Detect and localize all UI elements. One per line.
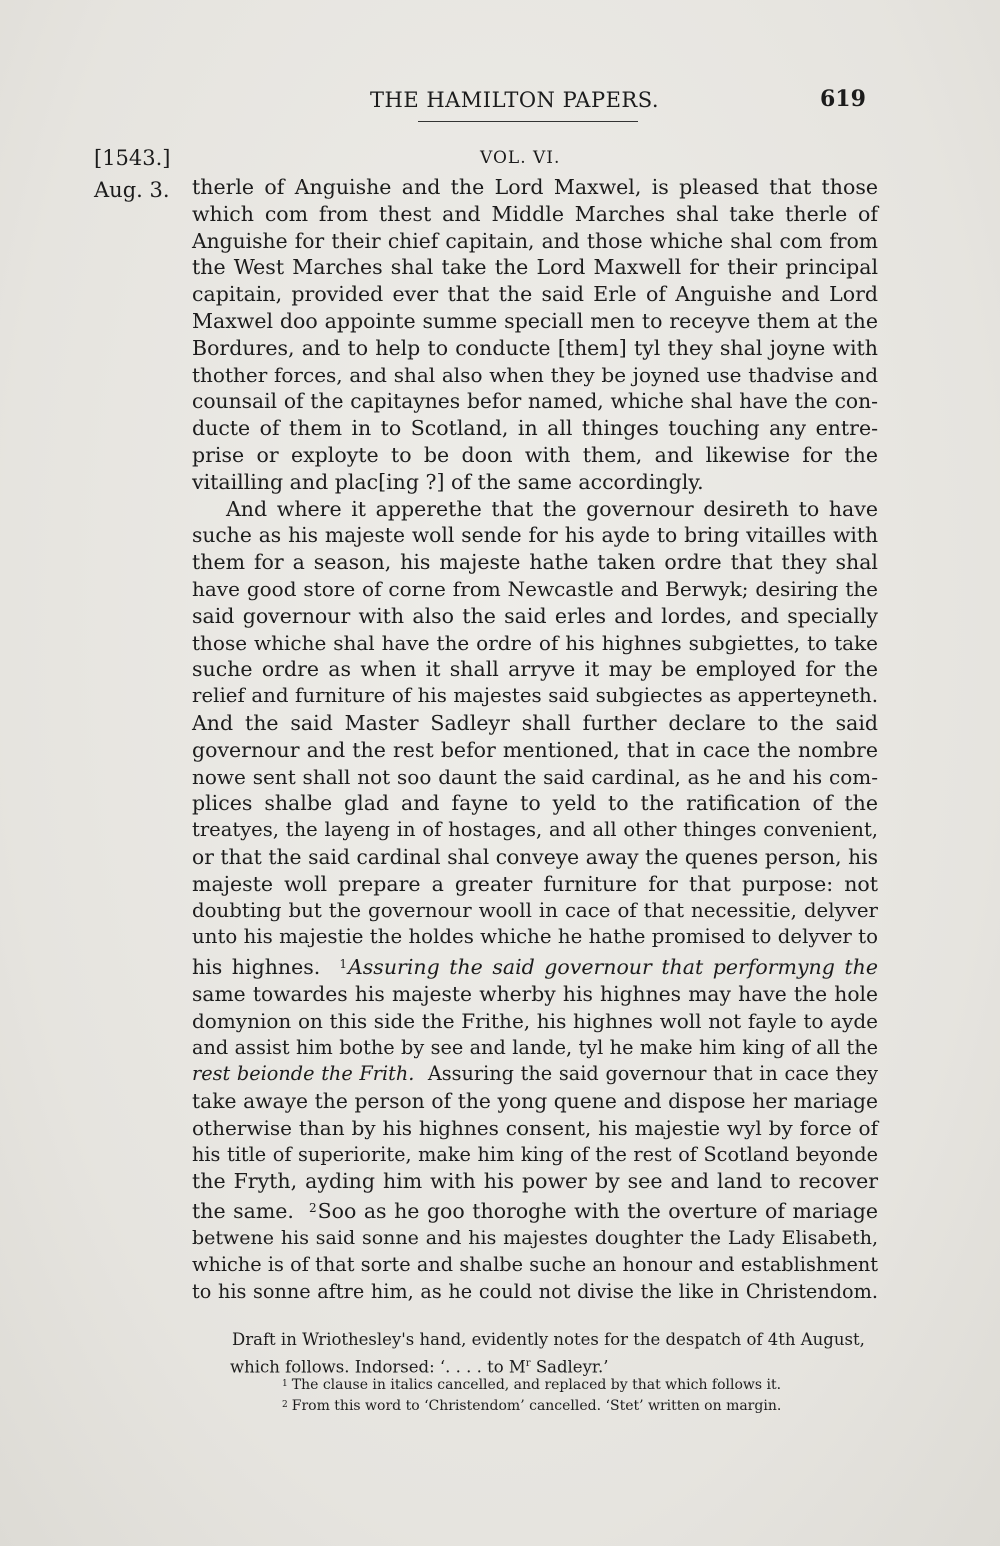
- body-line: have good store of corne from Newcastle and Berwyk; desiring the: [192, 576, 878, 601]
- year-marker: [1543.]: [94, 146, 171, 170]
- body-line: otherwise than by his highnes consent, his majestie wyl by force of: [192, 1115, 878, 1140]
- editorial-segment: which follows. Indorsed: ‘. . . . to M: [230, 1357, 526, 1377]
- editorial-segment: Sadleyr.’: [530, 1357, 609, 1377]
- cancelled-italic-line: and assist him bothe by see and lande, tyl he make him king of all the: [192, 1035, 878, 1059]
- body-line: said governour with also the said erles and lordes, and specially: [192, 603, 878, 628]
- body-segment: the same.: [192, 1199, 294, 1224]
- body-line: suche as his majeste woll sende for his ayde to bring vitailles with: [192, 523, 878, 548]
- body-line: unto his majestie the holdes whiche he hathe promised to delyver to: [192, 925, 878, 949]
- body-line: thother forces, and shal also when they be joyned use thadvise and: [192, 362, 878, 387]
- body-line: vitailling and plac[ing ?] of the same accordingly.: [192, 469, 704, 494]
- footnote: [282, 1374, 882, 1395]
- footnote-text: From this word to ‘Christendom’ cancelled. ‘Stet’ written on margin.: [291, 1398, 782, 1414]
- body-line: doubting but the governour wooll in cace of that necessitie, delyver: [192, 898, 878, 922]
- body-line: capitain, provided ever that the said Erle of Anguishe and Lord: [192, 282, 878, 307]
- body-line: governour and the rest befor mentioned, that in cace the nombre: [192, 737, 878, 762]
- footnotes: [282, 1374, 882, 1416]
- body-line: or that the said cardinal shal conveye away the quenes person, his: [192, 844, 878, 869]
- body-line: therle of Anguishe and the Lord Maxwel, is pleased that those: [192, 175, 878, 199]
- page-number: 619: [820, 86, 866, 112]
- footnote-number: 2: [282, 1400, 288, 1410]
- body-line: take awaye the person of the yong quene and dispose her mariage: [192, 1089, 878, 1114]
- editorial-superscript: r: [525, 1358, 531, 1369]
- footnote-text: The clause in italics cancelled, and replaced by that which follows it.: [291, 1377, 782, 1393]
- footnote: [282, 1395, 882, 1416]
- body-line: the West Marches shal take the Lord Maxwell for their principal: [192, 255, 878, 280]
- footnote-mark: 1: [339, 957, 347, 972]
- body-line: which com from thest and Middle Marches shal take therle of: [192, 201, 878, 226]
- body-segment: Assuring the said governour that in cace they: [427, 1062, 878, 1086]
- running-title: THE HAMILTON PAPERS.: [370, 88, 660, 112]
- body-line: whiche is of that sorte and shalbe suche an honour and establishment: [192, 1252, 878, 1276]
- body-line: those whiche shal have the ordre of his highnes subgiettes, to take: [192, 630, 878, 655]
- cancelled-italic-segment: rest beionde the Frith.: [192, 1062, 415, 1086]
- body-line: Maxwel doo appointe summe speciall men to receyve them at the: [192, 308, 878, 333]
- body-line: to his sonne aftre him, as he could not divise the like in Christendom.: [192, 1279, 878, 1303]
- footnote-number: 1: [282, 1379, 288, 1389]
- body-line: Bordures, and to help to conducte [them] tyl they shal joyne with: [192, 335, 878, 360]
- footnote-mark: 2: [308, 1201, 317, 1216]
- mixed-line: [192, 1195, 878, 1225]
- paragraph-start-line: And where it apperethe that the governour desireth to have: [226, 496, 878, 521]
- letter-body: [192, 174, 878, 1305]
- body-line: nowe sent shall not soo daunt the said cardinal, as he and his com-: [192, 764, 878, 789]
- header-rule: [418, 121, 638, 122]
- body-line: Anguishe for their chief capitain, and those whiche shal com from: [192, 228, 878, 253]
- body-line: suche ordre as when it shall arryve it may be employed for the: [192, 657, 878, 682]
- body-line: counsail of the capitaynes befor named, whiche shal have the con-: [192, 389, 878, 414]
- mixed-line: [192, 951, 878, 981]
- volume-label: VOL. VI.: [480, 148, 561, 168]
- body-line: And the said Master Sadleyr shall further declare to the said: [192, 710, 878, 735]
- cancelled-italic-segment: Assuring the said governour that performyng the: [347, 955, 878, 980]
- body-line: ducte of them in to Scotland, in all thinges touching any entre-: [192, 416, 878, 441]
- cancelled-italic-line: same towardes his majeste wherby his highnes may have the hole: [192, 981, 878, 1006]
- running-head: [0, 82, 1000, 118]
- body-line: the Fryth, ayding him with his power by see and land to recover: [192, 1169, 878, 1194]
- margin-date: Aug. 3.: [94, 178, 170, 202]
- editorial-line: Draft in Wriothesley's hand, evidently notes for the despatch of 4th August,: [232, 1330, 865, 1349]
- body-line: his title of superiorite, make him king of the rest of Scotland beyonde: [192, 1142, 878, 1166]
- cancelled-italic-line: domynion on this side the Frithe, his highnes woll not fayle to ayde: [192, 1008, 878, 1033]
- body-line: them for a season, his majeste hathe taken ordre that they shal: [192, 550, 878, 575]
- body-line: betwene his said sonne and his majestes doughter the Lady Elisabeth,: [192, 1227, 878, 1250]
- mixed-line: [192, 1061, 878, 1088]
- body-line: treatyes, the layeng in of hostages, and all other thinges convenient,: [192, 818, 878, 842]
- body-line: majeste woll prepare a greater furniture for that purpose: not: [192, 871, 878, 896]
- body-segment: Soo as he goo thoroghe with the overture of mariage: [317, 1199, 878, 1224]
- body-line: prise or exployte to be doon with them, and likewise for the: [192, 442, 878, 467]
- body-segment: his highnes.: [192, 955, 321, 980]
- editorial-note: [232, 1328, 892, 1380]
- body-line: relief and furniture of his majestes said subgiectes as apperteyneth.: [192, 684, 878, 708]
- body-line: plices shalbe glad and fayne to yeld to the ratification of the: [192, 791, 878, 816]
